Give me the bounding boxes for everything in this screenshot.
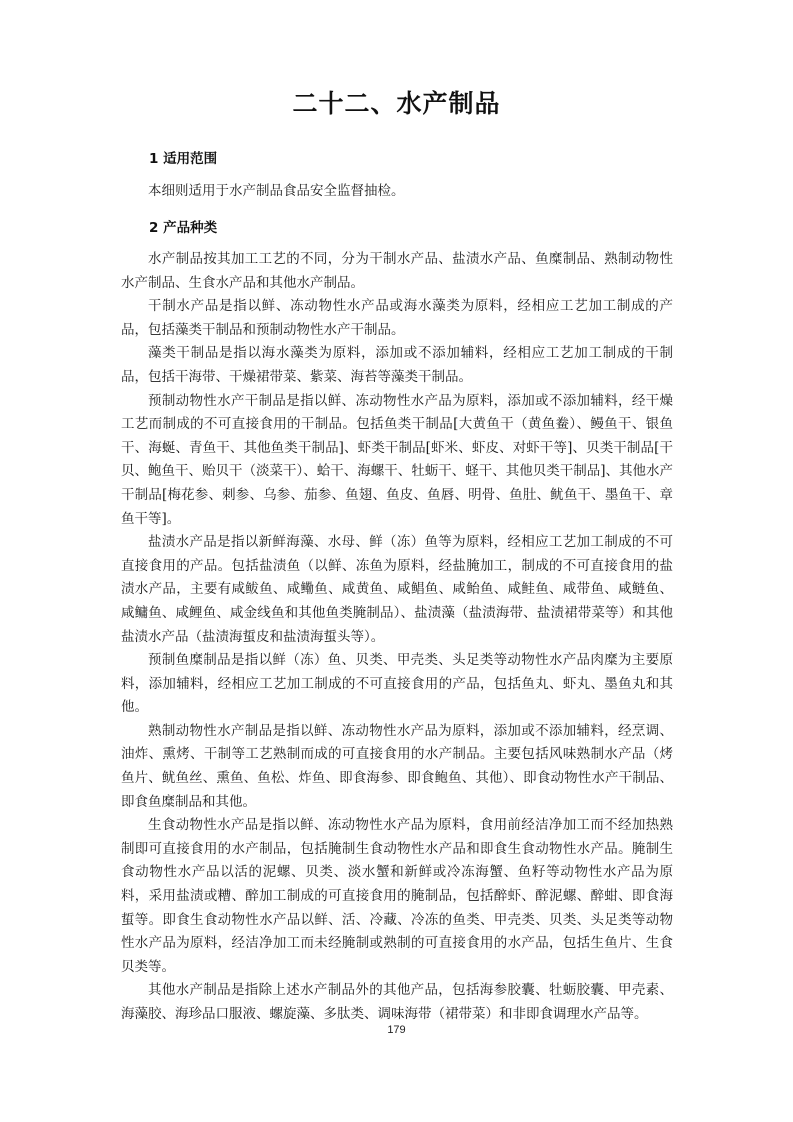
- paragraph: 生食动物性水产品是指以鲜、冻动物性水产品为原料，食用前经洁净加工而不经加热熟制即可直接食用的水产制品，包括腌制生食动物性水产品和即食生食动物性水产品。腌制生食动物性水产品以活的泥螺、贝类、淡水蟹和新鲜或冷冻海蟹、鱼籽等动物性水产品为原料，采用盐渍或糟、醉加工制成的可直接食用的腌制品，包括醉虾、醉泥螺、醉蚶、即食海蜇等。即食生食动物性水产品以鲜、活、冷藏、冷冻的鱼类、甲壳类、贝类、头足类等动物性水产品为原料，经洁净加工而未经腌制或熟制的可直接食用的水产品，包括生鱼片、生食贝类等。: [121, 817, 673, 975]
- section-heading-scope: 1 适用范围: [149, 151, 218, 167]
- section-heading-product-types: 2 产品种类: [149, 220, 218, 236]
- paragraph: 预制动物性水产干制品是指以鲜、冻动物性水产品为原料，添加或不添加辅料，经干燥工艺而制成的不可直接食用的干制品。包括鱼类干制品[大黄鱼干（黄鱼鲞）、鳗鱼干、银鱼干、海蜒、青鱼干、其他鱼类干制品]、虾类干制品[虾米、虾皮、对虾干等]、贝类干制品[干贝、鲍鱼干、贻贝干（淡菜干）、蛤干、海螺干、牡蛎干、蛏干、其他贝类干制品]、其他水产干制品[梅花参、刺参、乌参、茄参、鱼翅、鱼皮、鱼唇、明骨、鱼肚、鱿鱼干、墨鱼干、章鱼干等]。: [121, 392, 674, 527]
- paragraph: 其他水产制品是指除上述水产制品外的其他产品，包括海参胶囊、牡蛎胶囊、甲壳素、海藻胶、海珍品口服液、螺旋藻、多肽类、调味海带（裙带菜）和非即食调理水产品等。: [121, 982, 673, 1022]
- paragraph: 干制水产品是指以鲜、冻动物性水产品或海水藻类为原料，经相应工艺加工制成的产品，包括藻类干制品和预制动物性水产干制品。: [121, 298, 673, 338]
- paragraph: 盐渍水产品是指以新鲜海藻、水母、鲜（冻）鱼等为原料，经相应工艺加工制成的不可直接食用的产品。包括盐渍鱼（以鲜、冻鱼为原料，经盐腌加工，制成的不可直接食用的盐渍水产品，主要有咸鲅鱼、咸鳓鱼、咸黄鱼、咸鲳鱼、咸鲐鱼、咸鲑鱼、咸带鱼、咸鲢鱼、咸鳙鱼、咸鲤鱼、咸金线鱼和其他鱼类腌制品）、盐渍藻（盐渍海带、盐渍裙带菜等）和其他盐渍水产品（盐渍海蜇皮和盐渍海蜇头等）。: [121, 534, 673, 645]
- section-body-scope: [121, 180, 673, 202]
- paragraph: 熟制动物性水产制品是指以鲜、冻动物性水产品为原料，添加或不添加辅料，经烹调、油炸、熏烤、干制等工艺熟制而成的可直接食用的水产制品。主要包括风味熟制水产品（烤鱼片、鱿鱼丝、熏鱼、鱼松、炸鱼、即食海参、即食鲍鱼、其他）、即食动物性水产干制品、即食鱼糜制品和其他。: [121, 722, 673, 810]
- section-body-product-types: [121, 248, 673, 1027]
- page-number: 179: [387, 1024, 406, 1036]
- paragraph: 藻类干制品是指以海水藻类为原料，添加或不添加辅料，经相应工艺加工制成的干制品，包括干海带、干燥裙带菜、紫菜、海苔等藻类干制品。: [121, 345, 673, 385]
- page-title: 二十二、水产制品: [292, 89, 501, 118]
- paragraph: 水产制品按其加工工艺的不同，分为干制水产品、盐渍水产品、鱼糜制品、熟制动物性水产制品、生食水产品和其他水产制品。: [121, 251, 673, 291]
- paragraph: 本细则适用于水产制品食品安全监督抽检。: [148, 183, 405, 199]
- paragraph: 预制鱼糜制品是指以鲜（冻）鱼、贝类、甲壳类、头足类等动物性水产品肉糜为主要原料，添加辅料，经相应工艺加工制成的不可直接食用的产品，包括鱼丸、虾丸、墨鱼丸和其他。: [121, 652, 673, 716]
